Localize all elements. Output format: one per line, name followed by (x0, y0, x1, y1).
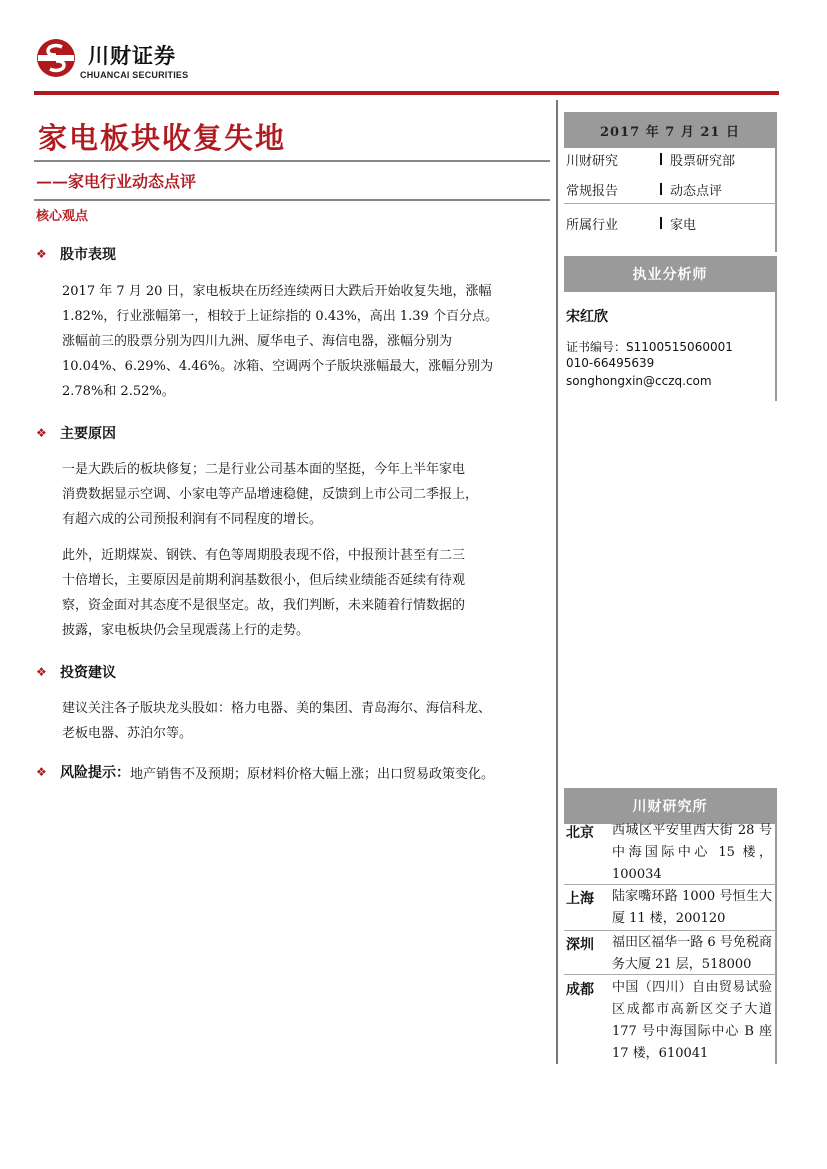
paragraph-line: 老板电器、苏泊尔等。 (62, 726, 193, 741)
section-heading-text: 主要原因 (60, 426, 116, 442)
market-paragraph (62, 279, 550, 404)
office-divider (564, 930, 776, 931)
brand-name: 川财证券 (88, 44, 176, 68)
meta-value-report-type: 动态点评 (660, 180, 722, 199)
office-city-shenzhen: 深圳 (566, 937, 594, 953)
paragraph-line: 一是大跌后的板块修复；二是行业公司基本面的坚挺，今年上半年家电 (62, 462, 466, 477)
analyst-phone: 010-66495639 (566, 356, 655, 370)
diamond-bullet-icon: ❖ (36, 426, 47, 440)
analyst-email[interactable]: songhongxin@cczq.com (566, 374, 712, 388)
paragraph-line: 察，资金面对其态度不是很坚定。故，我们判断，未来随着行情数据的 (62, 598, 466, 613)
section-heading-text: 投资建议 (60, 665, 116, 681)
diamond-bullet-icon: ❖ (36, 665, 47, 679)
paragraph-line: 十倍增长，主要原因是前期利润基数很小，但后续业绩能否延续有待观 (62, 573, 466, 588)
risk-heading: 风险提示： (60, 765, 130, 781)
reasons-paragraph-2 (62, 543, 550, 643)
office-address-shenzhen: 福田区福华一路 6 号免税商务大厦 21 层，518000 (612, 935, 772, 972)
office-address-shanghai: 陆家嘴环路 1000 号恒生大厦 11 楼，200120 (612, 889, 772, 926)
meta-value-industry: 家电 (660, 214, 696, 233)
analyst-bar (564, 256, 776, 292)
office-city-shanghai: 上海 (566, 891, 594, 907)
paragraph-line: 此外，近期煤炭、钢铁、有色等周期股表现不俗，中报预计甚至有二三 (62, 548, 466, 563)
office-city-beijing: 北京 (566, 825, 594, 841)
paragraph-line: 1.82%，行业涨幅第一，相较于上证综指的 0.43%，高出 1.39 个百分点。 (62, 309, 498, 324)
meta-label-industry: 所属行业 (566, 218, 619, 233)
paragraph-line: 建议关注各子版块龙头股如：格力电器、美的集团、青岛海尔、海信科龙、 (62, 701, 492, 716)
risk-text: 地产销售不及预期；原材料价格大幅上涨；出口贸易政策变化。 (130, 766, 495, 782)
analyst-name: 宋红欣 (566, 309, 608, 325)
analyst-cert: 证书编号：S1100515060001 (566, 340, 733, 354)
section-heading-text: 股市表现 (60, 247, 116, 263)
paragraph-line: 涨幅前三的股票分别为四川九洲、厦华电子、海信电器，涨幅分别为 (62, 334, 453, 349)
subtitle-divider (34, 199, 550, 201)
paragraph-line: 10.04%、6.29%、4.46%。冰箱、空调两个子版块涨幅最大，涨幅分别为 (62, 359, 494, 374)
sidebar-right-border (775, 256, 777, 401)
reasons-paragraph-1 (62, 457, 550, 532)
meta-label-report-type: 常规报告 (566, 184, 619, 199)
report-date-bar (564, 112, 776, 148)
header-rule (34, 91, 779, 95)
diamond-bullet-icon: ❖ (36, 765, 47, 779)
paragraph-line: 消费数据显示空调、小家电等产品增速稳健，反馈到上市公司二季报上， (62, 487, 479, 502)
paragraph-line: 2.78%和 2.52%。 (62, 384, 175, 399)
sidebar-divider (556, 100, 558, 1064)
report-date: 2017 年 7 月 21 日 (600, 124, 740, 140)
diamond-bullet-icon: ❖ (36, 247, 47, 261)
report-subtitle: ——家电行业动态点评 (36, 172, 197, 191)
report-title: 家电板块收复失地 (38, 121, 287, 155)
meta-divider (564, 203, 776, 204)
sidebar-right-border (775, 112, 777, 252)
section-heading-reasons (36, 423, 116, 443)
analyst-bar-label: 执业分析师 (632, 267, 708, 283)
office-address-chengdu: 中国（四川）自由贸易试验区成都市高新区交子大道 177 号中海国际中心 B 座 17 楼，610041 (612, 980, 772, 1061)
meta-value-research: 股票研究部 (660, 150, 735, 169)
institute-bar-label: 川财研究所 (632, 799, 708, 815)
office-divider (564, 974, 776, 975)
sidebar-right-border (775, 788, 777, 1064)
advice-paragraph (62, 696, 550, 746)
company-logo (36, 38, 76, 78)
section-heading-advice (36, 662, 116, 682)
meta-label-research: 川财研究 (566, 154, 619, 169)
office-address-beijing: 西城区平安里西大街 28 号中海国际中心 15 楼，100034 (612, 823, 772, 882)
paragraph-line: 披露，家电板块仍会呈现震荡上行的走势。 (62, 623, 310, 638)
section-heading-market (36, 244, 116, 264)
core-view-label: 核心观点 (36, 209, 89, 224)
title-divider (34, 160, 550, 162)
paragraph-line: 有超六成的公司预报利润有不同程度的增长。 (62, 512, 323, 527)
brand-name-english: CHUANCAI SECURITIES (80, 70, 189, 80)
paragraph-line: 2017 年 7 月 20 日，家电板块在历经连续两日大跌后开始收复失地，涨幅 (62, 284, 492, 299)
office-city-chengdu: 成都 (566, 982, 594, 998)
risk-warning (36, 762, 494, 782)
office-divider (564, 884, 776, 885)
institute-bar (564, 788, 776, 824)
